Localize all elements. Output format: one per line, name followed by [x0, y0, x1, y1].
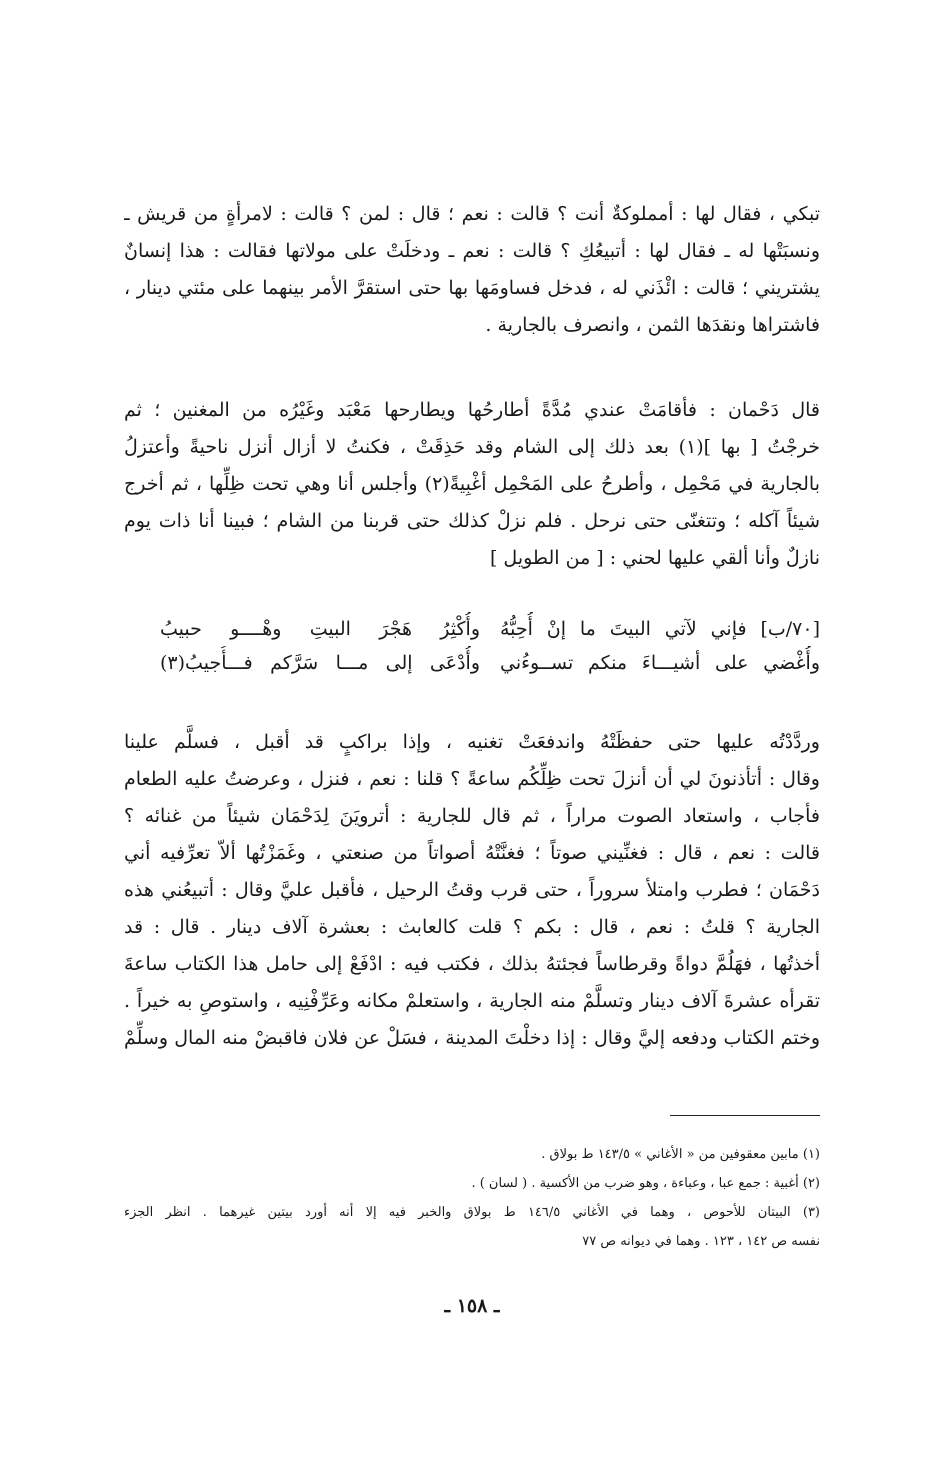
text-line: خرجْتُ [ بها ](١) بعد ذلك إلى الشام وقد حَذِقَتْ ، فكنتُ لا أزال أنزل ناحيةً وأعتزلُ: [124, 436, 820, 458]
footnote: (١) مابين معقوفين من « الأغاني » ١٤٣/٥ ط بولاق .: [541, 1147, 820, 1162]
text-line: تبكي ، فقال لها : أمملوكةٌ أنت ؟ قالت : نعم ؛ قال : لمن ؟ قالت : لامرأةٍ من قريش ـ: [124, 203, 820, 225]
text-line: فأجاب ، واستعاد الصوت مراراً ، ثم قال للجارية : أترويَنَ لِدَحْمَان شيئاً من غنائه ؟: [124, 805, 820, 827]
text-line: ونسبَتْها له ـ فقال لها : أتبيعُكِ ؟ قالت : نعم ـ ودخلَتْ على مولاتها فقالت : هذا إنسانٌ: [124, 240, 820, 262]
footnote: نفسه ص ١٤٢ ، ١٢٣ . وهما في ديوانه ص ٧٧: [582, 1234, 820, 1249]
text-line: قال دَحْمان : فأقامَتْ عندي مُدَّةً أطارحُها ويطارحها مَعْبَد وغَيْرُه من المغنين ؛ ثم: [124, 399, 820, 421]
verse-second-hemistich: وأُدْعَى إلى مـــا سَرَّكم فـــأُجيبُ(٣): [160, 652, 480, 674]
paragraph-3: [124, 724, 820, 1057]
verse-second-hemistich: وأُكْثِرُ هَجْرَ البيتِ وهْــــو حبيبُ: [160, 618, 480, 640]
paragraph-2: [124, 392, 820, 577]
text-line: قالت : نعم ، قال : فغنِّيني صوتاً ؛ فغنَّتْهُ أصواتاً من صنعتي ، وغَمَزْتُها ألاّ تعرِّفيه أني: [124, 842, 820, 864]
verse-first-hemistich: وأُغْضي على أشيـــاءَ منكم تســوءُني: [500, 652, 820, 674]
verse-row: [124, 612, 820, 646]
footnote-separator: [670, 1115, 820, 1116]
verse-row: [124, 646, 820, 680]
text-line: شيئاً آكله ؛ وتتغنّى حتى نرحل . فلم نزلْ كذلك حتى قربنا من الشام ؛ فبينا أنا ذات يوم: [124, 510, 820, 532]
footnotes: [124, 1140, 820, 1256]
text-line: بالجارية في مَحْمِل ، وأطرحُ على المَحْمِل أغْبِيةً(٢) وأجلس أنا وهي تحت ظِلِّها ، ثم أخرج: [124, 473, 820, 495]
footnote: (٢) أغبية : جمع عبا ، وعباءة ، وهو ضرب من الأكسية . ( لسان ) .: [471, 1176, 820, 1191]
text-line: تقرأه عشرةَ آلاف دينار وتسلَّمْ منه الجارية ، واستعلمْ مكانه وعَرِّفْنِيه ، واستوصِ به خيراً .: [124, 990, 820, 1012]
text-line: وختم الكتاب ودفعه إليَّ وقال : إذا دخلْتَ المدينة ، فسَلْ عن فلان فاقبضْ منه المال وسلِّمْ: [124, 1027, 820, 1049]
paragraph-1: [124, 196, 820, 344]
text-line: نازلٌ وأنا ألقي عليها لحني : [ من الطويل ]: [489, 547, 820, 569]
poem-verses: [124, 612, 820, 680]
text-line: وقال : أتأذنونَ لي أن أنزلَ تحت ظِلِّكُم ساعةً ؟ قلنا : نعم ، فنزل ، وعرضتُ عليه الطعام: [124, 768, 820, 790]
text-line: وردَّدْتُه عليها حتى حفظَتْهُ واندفعَتْ تغنيه ، وإذا براكبٍ قد أقبل ، فسلَّم علينا: [124, 731, 820, 753]
footnote: (٣) البيتان للأحوص ، وهما في الأغاني ١٤٦/٥ ط بولاق والخبر فيه إلا أنه أورد بيتين غيرهما . انظر الجزء: [124, 1205, 820, 1220]
text-line: يشتريني ؛ قالت : ائْذَني له ، فدخل فساومَها بها حتى استقرَّ الأمر بينهما على مئتي دينار ،: [124, 277, 820, 299]
text-line: دَحْمَان ؛ فطرب وامتلأ سروراً ، حتى قرب وقتُ الرحيل ، فأقبل عليَّ وقال : أتبيعُني هذه: [124, 879, 820, 901]
text-line: الجارية ؟ قلتُ : نعم ، قال : بكم ؟ قلت كالعابث : بعشرة آلاف دينار . قال : قد: [124, 916, 820, 938]
page-number: ـ ١٥٨ ـ: [444, 1295, 500, 1317]
verse-first-hemistich: [٧٠/ب] فإني لآتي البيتَ ما إنْ أُحِبُّهُ: [500, 618, 820, 640]
text-line: أخذتُها ، فهَلُمَّ دواةً وقرطاساً فجئتهُ بذلك ، فكتب فيه : ادْفَعْ إلى حامل هذا الكتاب ساعةَ: [124, 953, 820, 975]
text-line: فاشتراها ونقدَها الثمن ، وانصرف بالجارية .: [485, 314, 820, 336]
